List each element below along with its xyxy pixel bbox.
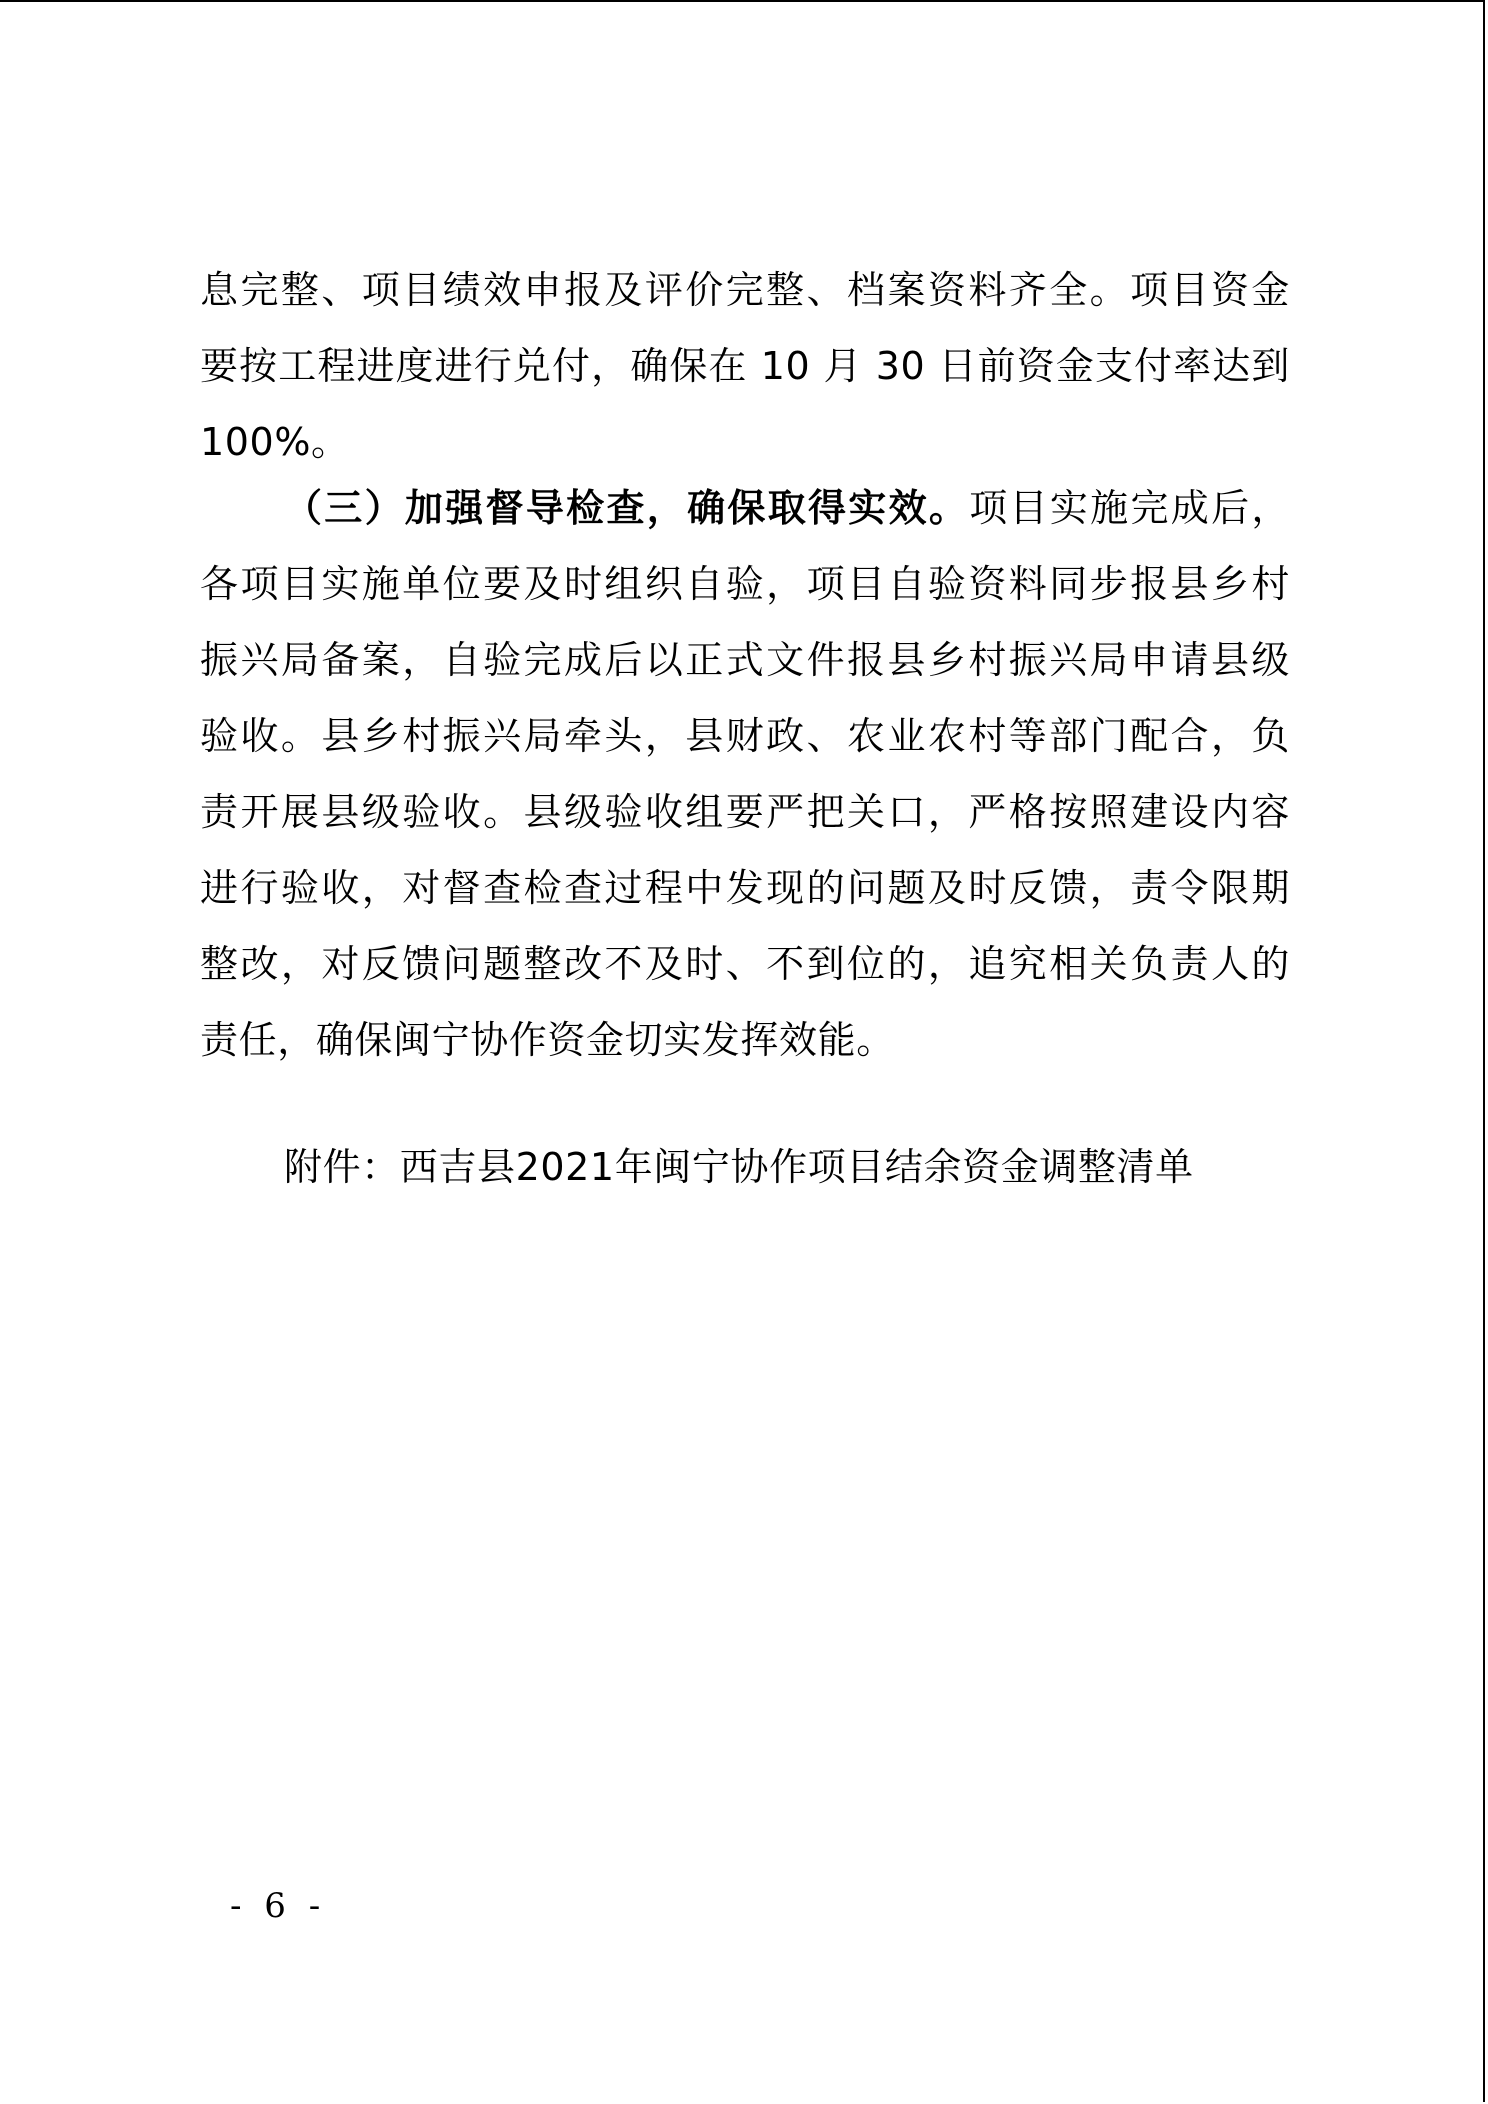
paragraph-funding	[200, 252, 1290, 480]
attachment-note	[200, 1129, 1290, 1205]
paragraph-line: 要按工程进度进行兑付，确保在 10 月 30 日前资金支付率达到	[200, 344, 1290, 388]
paragraph-line: 验收。县乡村振兴局牵头，县财政、农业农村等部门配合，负	[200, 714, 1290, 758]
paragraph-line: 整改，对反馈问题整改不及时、不到位的，追究相关负责人的	[200, 942, 1290, 986]
paragraph-line: 100%。	[200, 420, 350, 464]
paragraph-line: 息完整、项目绩效申报及评价完整、档案资料齐全。项目资金	[200, 268, 1290, 312]
paragraph-line: 各项目实施单位要及时组织自验，项目自验资料同步报县乡村	[200, 562, 1290, 606]
paragraph-text: 项目实施完成后，	[969, 486, 1290, 530]
section-heading: （三）加强督导检查，确保取得实效。	[284, 486, 970, 530]
page-number: - 6 -	[230, 1886, 327, 1926]
paragraph-first-line	[200, 470, 1290, 546]
paragraph-line: 进行验收，对督查检查过程中发现的问题及时反馈，责令限期	[200, 866, 1290, 910]
paragraph-supervision	[200, 470, 1290, 1078]
paragraph-line: 责任，确保闽宁协作资金切实发挥效能。	[200, 1018, 895, 1062]
paragraph-line: 责开展县级验收。县级验收组要严把关口，严格按照建设内容	[200, 790, 1290, 834]
attachment-line: 附件：西吉县2021年闽宁协作项目结余资金调整清单	[284, 1145, 1194, 1189]
paragraph-line: 振兴局备案，自验完成后以正式文件报县乡村振兴局申请县级	[200, 638, 1290, 682]
